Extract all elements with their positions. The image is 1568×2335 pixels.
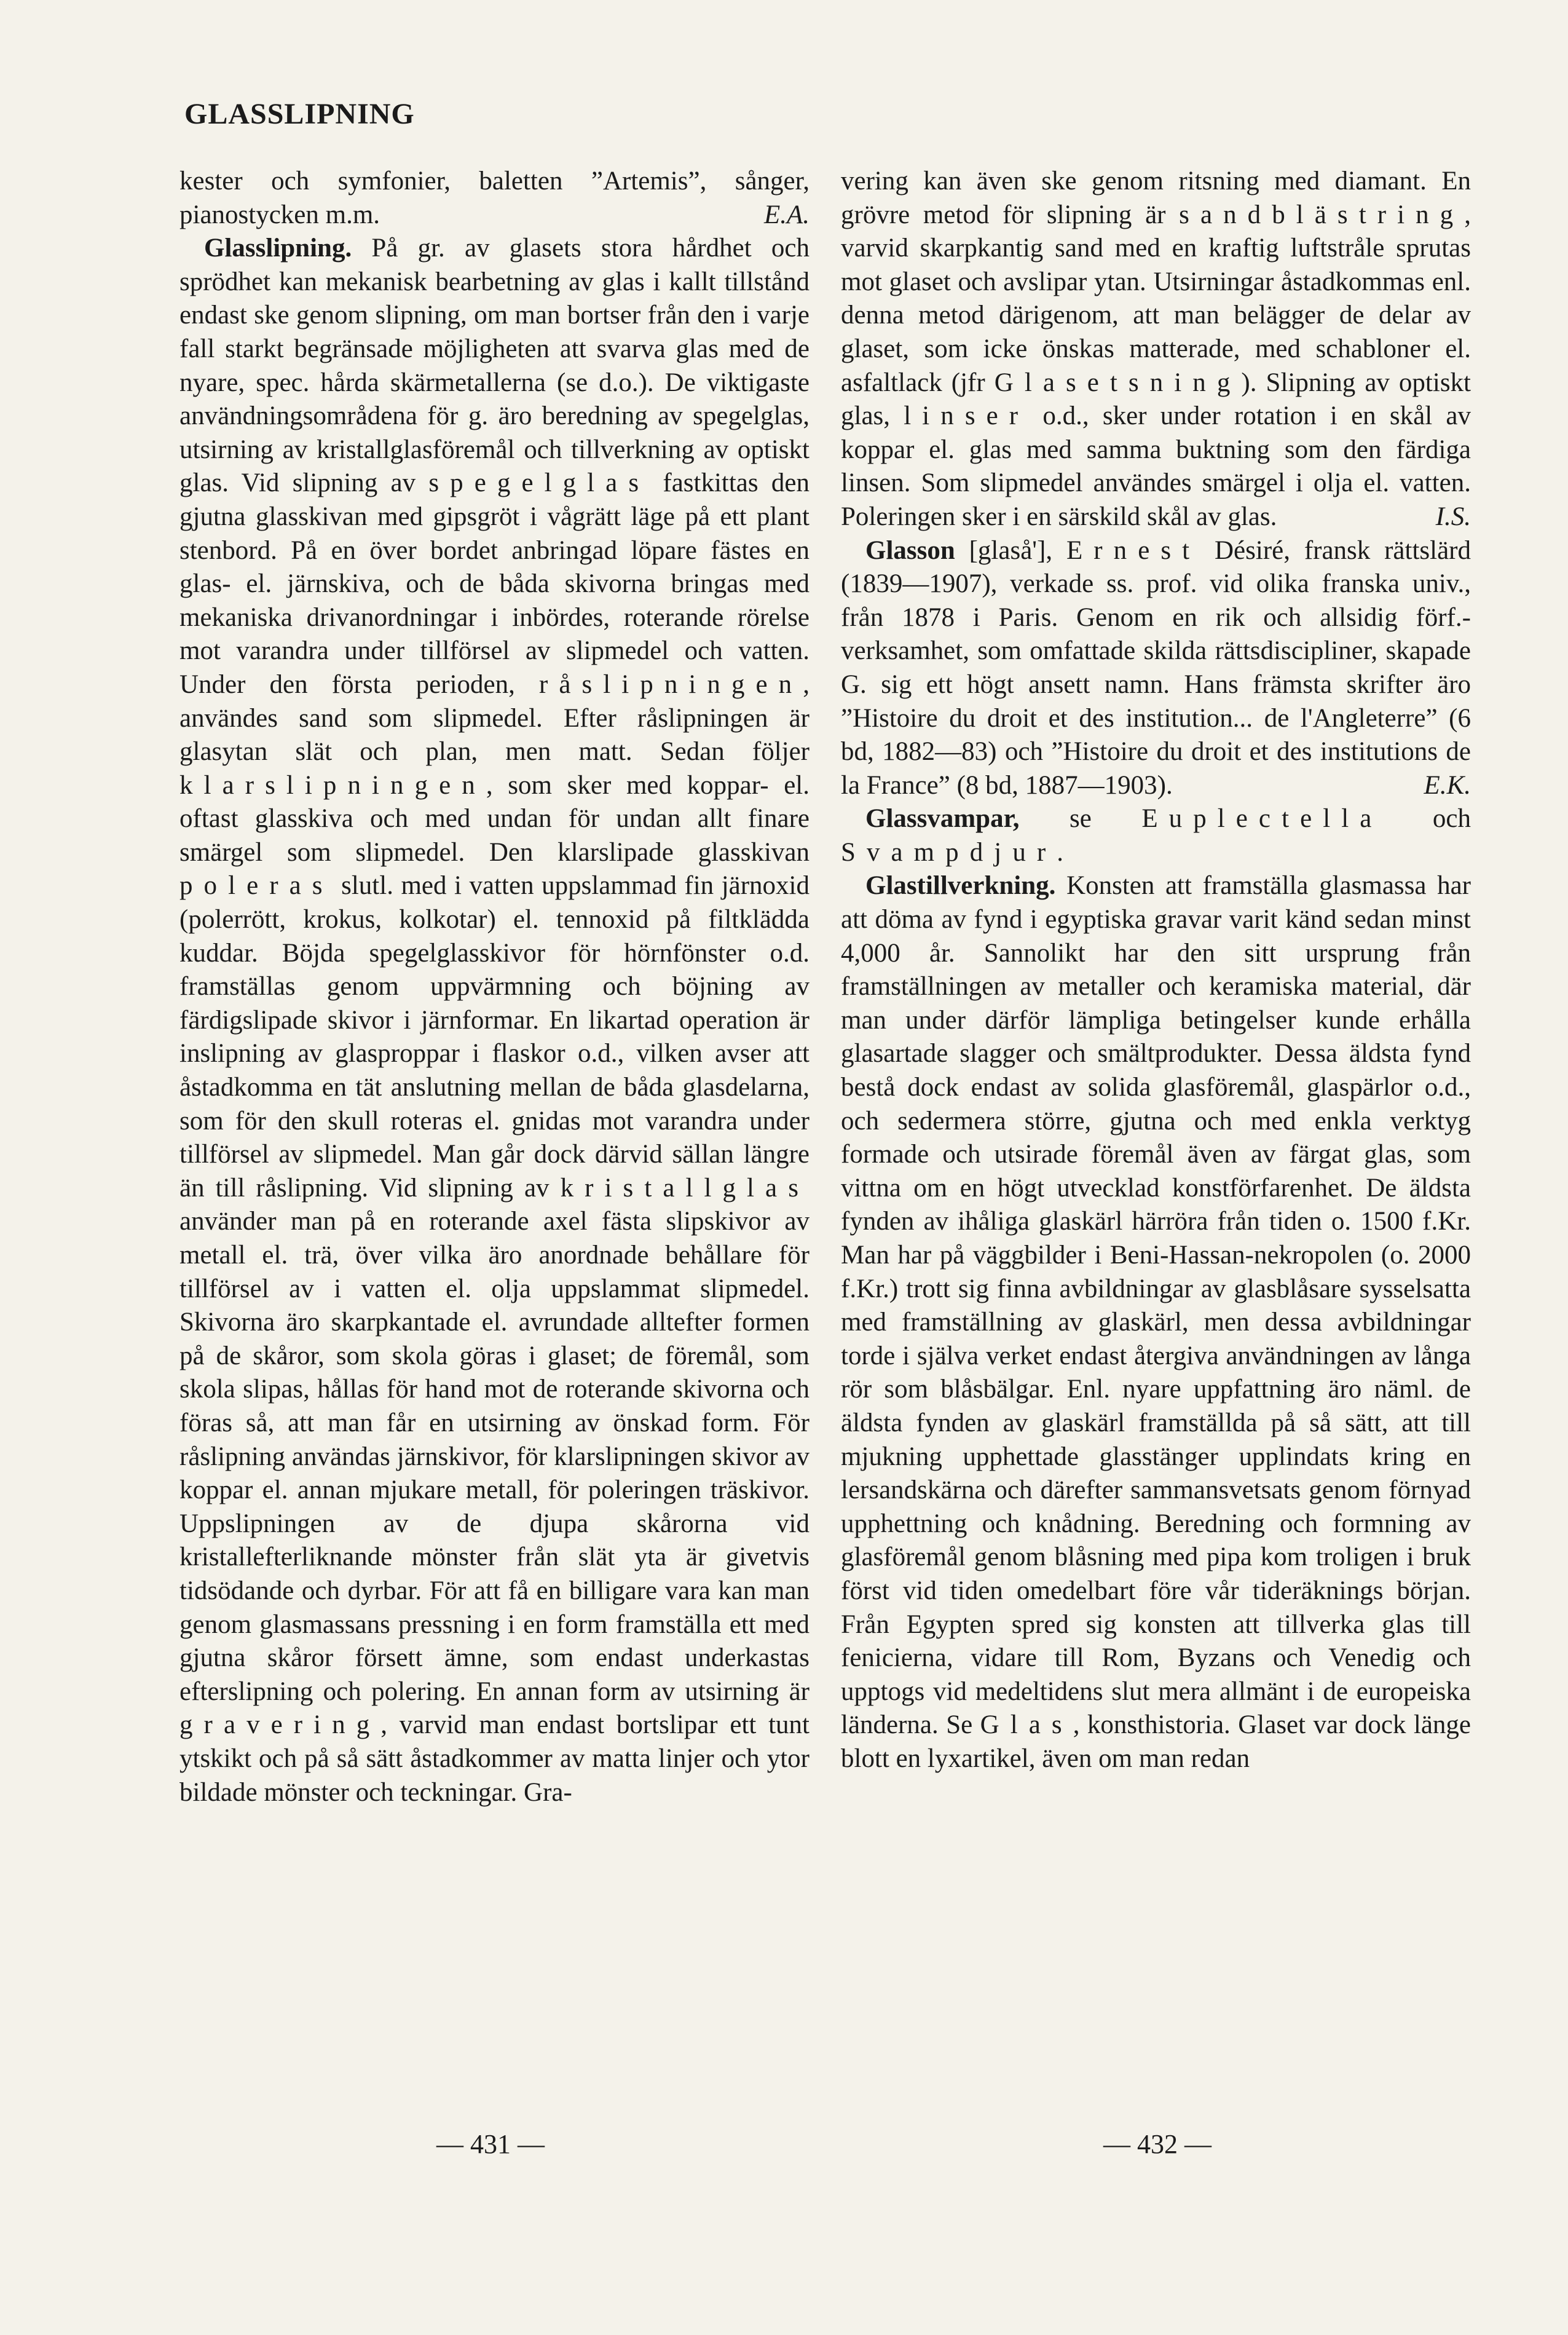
right-column bbox=[841, 165, 1471, 1776]
spaced-term: Glas bbox=[980, 1710, 1073, 1740]
paragraph-glasslipning-cont: vering kan även ske genom ritsning med diamant. En grövre metod för slipning är sandblästring, varvid skarpkantig sand med en kraftig luftstråle sprutas mot glaset och avslipar ytan. Utsirningar åstadkommas enl. denna metod därigenom, att man belägger de delar av glaset, som icke önskas matterade, med schabloner el. asfaltlack (jfr Glasetsning). Slipning av optiskt glas, linser o.d., sker under rotation i en skål av koppar el. glas med samma buktning som den färdiga linsen. Som slipmedel användes smärgel i olja el. vatten. Poleringen sker i en särskild skål av glas. I.S. bbox=[841, 165, 1471, 534]
entry-glasson: Glasson [glaså'], Ernest Désiré, fransk rättslärd (1839—1907), verkade ss. prof. vid olika franska univ., från 1878 i Paris. Genom en rik och allsidig förf.-verksamhet, som omfattade skilda rättsdiscipliner, skapade G. sig ett högt ansett namn. Hans främsta skrifter äro ”Histoire du droit et des institution... de l'Angleterre” (6 bd, 1882—83) och ”Histoire du droit et des institutions de la France” (8 bd, 1887—1903). E.K. bbox=[841, 534, 1471, 803]
entry-headword: Glasson bbox=[865, 535, 955, 565]
spaced-term: linser bbox=[904, 401, 1030, 431]
author-signature: E.K. bbox=[1424, 770, 1471, 800]
spaced-term: gravering bbox=[179, 1710, 381, 1740]
entry-headword: Glasslipning. bbox=[204, 234, 352, 263]
spaced-term: Ernest bbox=[1066, 535, 1201, 565]
author-signature: I.S. bbox=[1435, 502, 1471, 531]
entry-glastillverkning: Glastillverkning. Konsten att framställa glasmassa har att döma av fynd i egyptiska gravar varit känd sedan minst 4,000 år. Sannolikt har den sitt ursprung från framställningen av metaller och keramiska material, där man under därför lämpliga betingelser kunde erhålla glasartade slagger och smältprodukter. Dessa äldsta fynd bestå dock endast av solida glasföremål, glaspärlor o.d., och sedermera större, gjutna och med enkla verktyg formade och utsirade föremål även av färgat glas, som vittna om en högt utvecklad konstförfarenhet. De äldsta fynden av ihåliga glaskärl härröra från tiden o. 1500 f.Kr. Man har på väggbilder i Beni-Hassan-nekropolen (o. 2000 f.Kr.) trott sig finna avbildningar av glasblåsare sysselsatta med framställning av glaskärl, men dessa avbildningar torde i själva verket endast återgiva användningen av långa rör som blåsbälgar. Enl. nyare uppfattning äro näml. de äldsta fynden av glaskärl framställda på så sätt, att till mjukning upphettade glasstänger upplindats kring en lersandskärna och därefter sammansvetsats genom förnyad upphettning och knådning. Beredning och formning av glasföremål genom blåsning med pipa kom troligen i bruk först vid tiden omedelbart före vår tideräknings början. Från Egypten spred sig konsten att tillverka glas till fenicierna, vidare till Rom, Byzans och Venedig och upptogs vid medeltidens slut mera allmänt i de europeiska länderna. Se Glas, konsthistoria. Glaset var dock länge blott en lyxartikel, även om man redan bbox=[841, 871, 1471, 1773]
spaced-term: klarslipningen bbox=[179, 770, 486, 800]
spaced-term: Euplectella bbox=[1141, 804, 1383, 834]
entry-headword: Glastillverkning. bbox=[865, 871, 1056, 901]
spaced-term: kristallglas bbox=[560, 1173, 810, 1203]
author-signature: E.A. bbox=[763, 200, 810, 229]
spaced-term: spegelglas bbox=[428, 468, 650, 498]
page-number-right: — 432 — bbox=[1103, 2129, 1211, 2159]
entry-glassvampar: Glassvampar, se Euplectella och Svampdjur. bbox=[841, 804, 1471, 867]
entry-headword: Glassvampar, bbox=[865, 804, 1020, 834]
left-column bbox=[179, 165, 810, 1809]
running-header: GLASSLIPNING bbox=[184, 98, 415, 130]
spaced-term: råslipningen bbox=[538, 670, 803, 699]
spaced-term: poleras bbox=[179, 871, 334, 901]
paragraph-artemis-end: kester och symfonier, baletten ”Artemis”, sånger, pianostycken m.m. E.A. bbox=[179, 165, 810, 232]
page-number-left: — 431 — bbox=[436, 2129, 545, 2159]
spaced-term: Svampdjur bbox=[841, 837, 1057, 867]
spaced-term: sandblästring bbox=[1179, 200, 1465, 229]
entry-glasslipning: Glasslipning. På gr. av glasets stora hårdhet och sprödhet kan mekanisk bearbetning av glas i kallt tillstånd endast ske genom slipning, om man bortser från den i varje fall starkt begränsade möjligheten att svarva glas med de nyare, spec. hårda skärmetallerna (se d.o.). De viktigaste användningsområdena för g. äro beredning av spegelglas, utsirning av kristallglasföremål och tillverkning av optiskt glas. Vid slipning av spegelglas fastkittas den gjutna glasskivan med gipsgröt i vågrätt läge på ett plant stenbord. På en över bordet anbringad löpare fästes en glas- el. järnskiva, och de båda skivorna bringas med mekaniska drivanordningar i inbördes, roterande rörelse mot varandra under tillförsel av slipmedel och vatten. Under den första perioden, råslipningen, användes sand som slipmedel. Efter råslipningen är glasytan slät och plan, men matt. Sedan följer klarslipningen, som sker med koppar- el. oftast glasskiva och med undan för undan allt finare smärgel som slipmedel. Den klarslipade glasskivan poleras slutl. med i vatten uppslammad fin järnoxid (polerrött, krokus, kolkotar) el. tennoxid på filtklädda kuddar. Böjda spegelglasskivor för hörnfönster o.d. framställas genom uppvärmning och böjning av färdigslipade skivor i järnformar. En likartad operation är inslipning av glasproppar i flaskor o.d., vilken avser att åstadkomma en tät anslutning mellan de båda glasdelarna, som för den skull roteras el. gnidas mot varandra under tillförsel av slipmedel. Man går dock därvid sällan längre än till råslipning. Vid slipning av kristallglas använder man på en roterande axel fästa slipskivor av metall el. trä, över vilka äro anordnade behållare för tillförsel av i vatten el. olja uppslammat slipmedel. Skivorna äro skarpkantade el. avrundade alltefter formen på de skåror, som skola göras i glaset; de föremål, som skola slipas, hållas för hand mot de roterande skivorna och föras så, att man får en utsirning av önskad form. För råslipning användas järnskivor, för klarslipningen skivor av koppar el. annan mjukare metall, för poleringen träskivor. Uppslipningen av de djupa skårorna vid kristallefterliknande mönster från slät yta är givetvis tidsödande och dyrbar. För att få en billigare vara kan man genom glasmassans pressning i en form framställa ett med gjutna skåror försett ämne, som endast underkastas efterslipning och polering. En annan form av utsirning är gravering, varvid man endast bortslipar ett tunt ytskikt och på så sätt åstadkommer av matta linjer och ytor bildade mönster och teckningar. Gra- bbox=[179, 234, 810, 1807]
spaced-term: Glasetsning bbox=[994, 368, 1242, 397]
